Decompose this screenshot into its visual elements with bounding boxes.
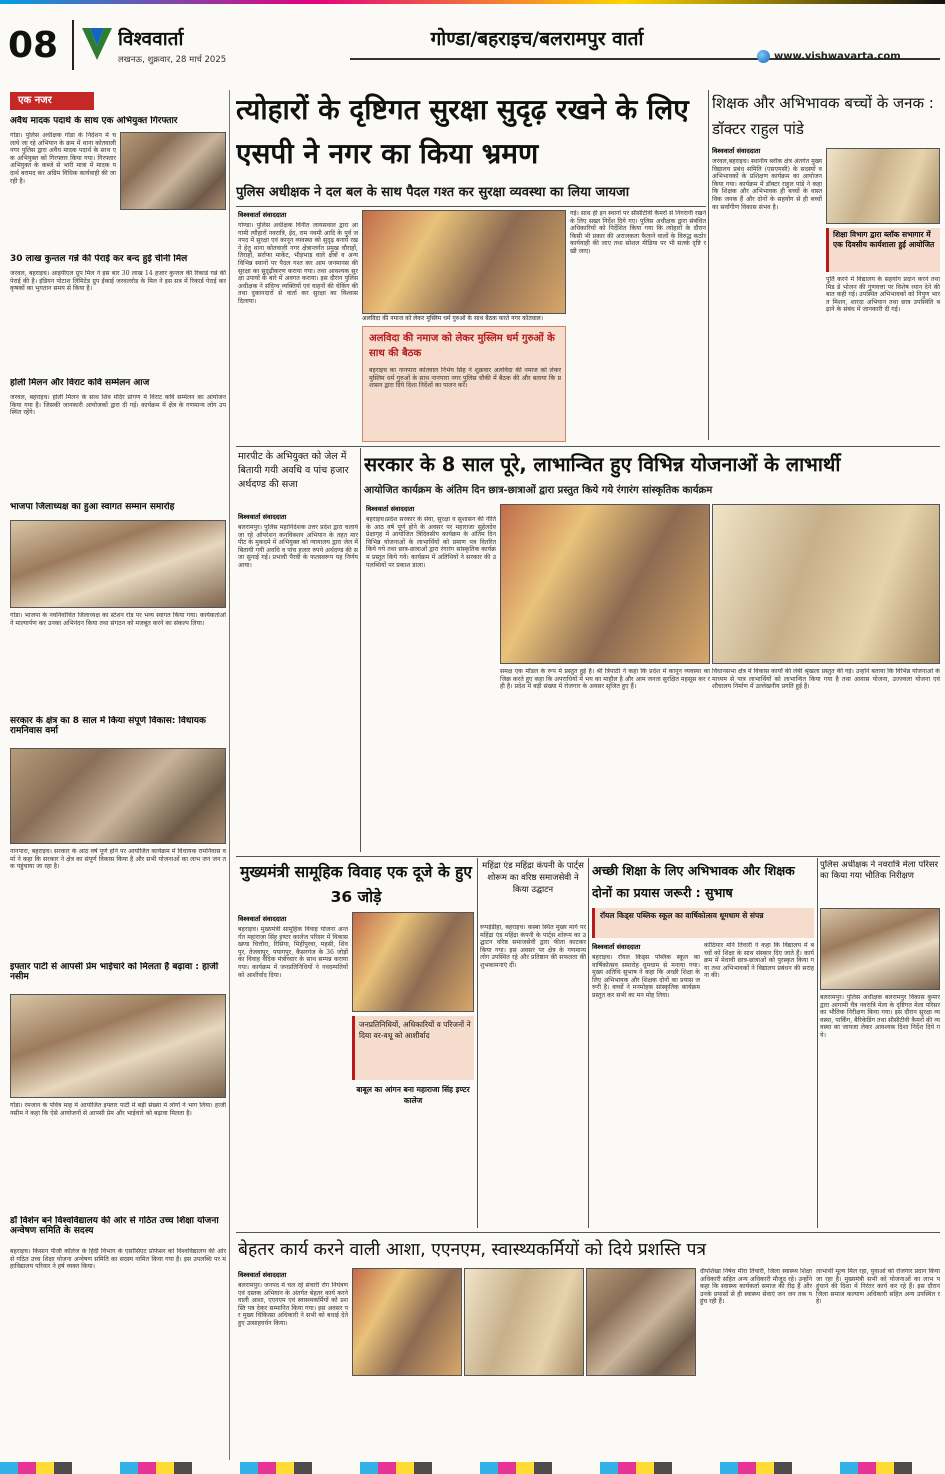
globe-icon xyxy=(757,50,770,63)
lead-photo xyxy=(362,210,566,314)
right-top-byline: विश्ववार्ता संवाददाता xyxy=(712,147,761,155)
right-top-box-title: शिक्षा विभाग द्वारा ब्लॉक सभागार में एक दिवसीय कार्यशाला हुई आयोजित xyxy=(833,230,935,249)
brief-body-2: जरवल, बहराइच। आइपीएल ग्रुप मिल ने इस बार 30 लाख 14 हजार कुन्तल की रिकार्ड गन्ने की पेराई की है। इंडियन पोटाश लिमिटेड ग्रुप ईकाई जरवलरोड के मिल ने इस सत्र में रिकार्ड पेराई कर कृषकों का भुगतान समय से किया है। xyxy=(10,270,226,293)
bottom-body-col2: दीपशिखा निषेध मीरा तिवारी, जिला स्वास्थ्य शिक्षा अधिकारी सहित अन्य अधिकारी मौजूद रहे। उन्होंने कहा कि स्वास्थ्य कार्यकर्ता समाज की रीढ़ हैं और उनके प्रयासों से ही स्वास्थ्य सेवाएं जन जन तक पहुंच रही हैं। xyxy=(700,1268,812,1306)
brief-photo-5 xyxy=(10,748,226,844)
middle-body-col3: विधानसभा क्षेत्र में विकास कार्यों की लंबी श्रृंखला प्रस्तुत की गई। उन्होंने बताया कि विभिन्न योजनाओं के माध्यम से पात्र लाभार्थियों को लाभान्वित किया गया है तथा आवास योजना, उज्ज्वला योजना एवं शौचालय निर्माण में उल्लेखनीय प्रगति हुई है। xyxy=(712,668,940,691)
mahindra-divider xyxy=(588,858,589,1228)
education-byline: विश्ववार्ता संवाददाता xyxy=(592,943,641,951)
middle-photo-1 xyxy=(500,504,710,664)
top-color-bar xyxy=(0,0,945,4)
lead-subhead: पुलिस अधीक्षक ने दल बल के साथ पैदल गश्त कर सुरक्षा व्यवस्था का लिया जायजा xyxy=(236,185,630,200)
education-body: बहराइच। रॉयल किड्स पब्लिक स्कूल का वार्षिकोत्सव समारोह धूमधाम से मनाया गया। मुख्य अतिथि सुभाष ने कहा कि अच्छी शिक्षा के लिए अभिभावक और शिक्षक दोनों का प्रयास जरूरी है। बच्चों ने मनमोहक सांस्कृतिक कार्यक्रम प्रस्तुत कर सभी का मन मोह लिया। xyxy=(592,954,700,999)
wedding-body: बहराइच। मुख्यमंत्री सामूहिक विवाह योजना अन्तर्गत महाराजा सिंह इण्टर कालेज परिसर में विकास खण्ड चित्तौरा, रिसिया, मिहींपुरवा, महसी, शिवपुर, तेजवापुर, पयागपुर, कैसरगंज के 36 जोड़ों का विवाह वैदिक मंत्रोच्चार के साथ सम्पन्न कराया गया। कार्यक्रम में जनप्रतिनिधियों ने नवदम्पतियों को आशीर्वाद दिया। xyxy=(238,926,348,979)
bottom-photo-1 xyxy=(352,1268,462,1376)
police-body: बलरामपुर। पुलिस अधीक्षक बलरामपुर विकास कुमार द्वारा आगामी चैत्र नवरात्रि मेला के दृष्टिगत मेला परिसर का भौतिक निरीक्षण किया गया। इस दौरान सुरक्षा व्यवस्था, पार्किंग, बैरिकेडिंग तथा सीसीटीवी कैमरों की व्यवस्था का जायजा लेकर आवश्यक दिशा निर्देश दिये गये। xyxy=(820,994,940,1039)
mahindra-headline: महिंद्रा एंड महिंद्रा कंपनी के पार्ट्स शोरूम का वरिष्ठ समाजसेवी ने किया उद्घाटन xyxy=(482,861,584,895)
brief-body-6: गोंडा। रमजान के पवित्र माह में आयोजित इफ्तार पार्टी में बड़ी संख्या में लोगों ने भाग लिया। हाजी नसीम ने कहा कि ऐसे आयोजनों से आपसी प्रेम और भाईचारे को बढ़ावा मिलता है। xyxy=(10,1102,226,1117)
bottom-body: बलरामपुर। जनपद में चल रहे संचारी रोग नियंत्रण एवं दस्तक अभियान के अंतर्गत बेहतर कार्य करने वाली आशा, एएनएम एवं स्वास्थ्यकर्मियों को प्रशस्ति पत्र देकर सम्मानित किया गया। इस अवसर पर मुख्य चिकित्सा अधिकारी ने सभी को बधाई देते हुए उत्साहवर्धन किया। xyxy=(238,1282,348,1327)
brief-body-1: गोंडा। पुलिस अधीक्षक गोंडा के निर्देशन में चलाये जा रहे अभियान के क्रम में थाना कोतवाली नगर पुलिस द्वारा अवैध मादक पदार्थ के साथ एक अभियुक्त को गिरफ्तार किया गया। गिरफ्तार अभियुक्त के कब्जे से भारी मात्रा में मादक पदार्थ बरामद कर अग्रिम विधिक कार्यवाही की जा रही है। xyxy=(10,132,116,185)
lead-byline: विश्ववार्ता संवाददाता xyxy=(238,211,287,219)
police-headline: पुलिस अधीक्षक ने नवरात्रि मेला परिसर का किया गया भौतिक निरीक्षण xyxy=(820,860,939,881)
dateline: लखनऊ, शुक्रवार, 28 मार्च 2025 xyxy=(118,55,227,65)
wedding-photo xyxy=(352,912,474,1012)
alvida-box-body: बहराइच का नानपारा कोतवाल निर्भय सिंह ने शुक्रवार अलविदा की नमाज को लेकर मुस्लिम धर्म गुरुओं के साथ नानपारा नगर पुलिस चौकी में बैठक की और बताया कि प्रशासन द्वारा दिये दिशा निर्देशों का पालन करें। xyxy=(369,367,561,390)
alvida-box-title: अलविदा की नमाज को लेकर मुस्लिम धर्म गुरुओं के साथ की बैठक xyxy=(369,333,555,359)
mahindra-body: रूपईडीहा, बहराइच। कस्बा स्थित मुख्य मार्ग पर महिंद्रा एंड महिंद्रा कंपनी के पार्ट्स शोरूम का उद्घाटन वरिष्ठ समाजसेवी द्वारा फीता काटकर किया गया। इस अवसर पर क्षेत्र के गणमान्य लोग उपस्थित रहे और प्रतिष्ठान की सफलता की शुभकामनाएं दीं। xyxy=(480,924,586,969)
right-top-photo xyxy=(826,148,940,224)
ek-nazar-label: एक नजर xyxy=(10,92,94,110)
brand-name: विश्ववार्ता xyxy=(118,28,184,50)
brief-photo-4 xyxy=(10,520,226,608)
lead-body-col3: गई। साथ ही इन स्थानों पर सीसीटीवी कैमरों से निगरानी रखने के लिए सख्त निर्देश दिये गए। पुलिस अधीक्षक द्वारा संबंधित अधिकारियों को निर्देशित किया गया कि त्योहारों के दौरान किसी भी प्रकार की अराजकता फैलाने वालों के विरुद्ध कठोर कार्यवाही की जाए तथा सोशल मीडिया पर भी सतर्क दृष्टि रखी जाए। xyxy=(570,210,706,255)
brief-title-2: 30 लाख कुन्तल गन्ने की पेराई कर बन्द हुई चीनी मिल xyxy=(10,254,188,264)
wedding-headline: मुख्यमंत्री सामूहिक विवाह एक दूजे के हुए 36 जोड़े xyxy=(240,863,472,906)
brand-logo-icon xyxy=(80,24,114,64)
bottom-photo-2 xyxy=(464,1268,584,1376)
right-col-divider xyxy=(708,90,709,440)
bottom-headline: बेहतर कार्य करने वाली आशा, एएनएम, स्वास्थ्यकर्मियों को दिये प्रशस्ति पत्र xyxy=(238,1240,707,1260)
middle-body-col2: समक्ष एक मॉडल के रूप में प्रस्तुत हुई है। श्री त्रिपाठी ने कहा कि प्रदेश में कानून व्यवस्था का जिक्र करते हुए कहा कि अपराधियों में भय का माहौल है और आम जनता सुरक्षित महसूस कर रही है। प्रदेश में बड़ी संख्या में रोजगार के अवसर सृजित हुए हैं। xyxy=(500,668,710,691)
brief-title-3: होली मिलन और विराट कवि सम्मेलन आज xyxy=(10,378,150,388)
section-title: गोण्डा/बहराइच/बलरामपुर वार्ता xyxy=(430,28,644,50)
bottom-body-col3: लाभार्थी मूल्य मिल रहा, युवाओं को रोजगार प्रदान किया जा रहा है। मुख्यमंत्री सभी को योजनाओं का लाभ पहुंचाने की दिशा में निरंतर कार्य कर रहे हैं। इस दौरान जिला समाज कल्याण अधिकारी सहित अन्य उपस्थित रहे। xyxy=(816,1268,940,1306)
middle-body: बहराइच।प्रदेश सरकार के सेवा, सुरक्षा व सुशासन की नीति के आठ वर्ष पूर्ण होने के अवसर पर महाराजा सुहेलदेव प्रेक्षागृह में आयोजित त्रिदिवसीय कार्यक्रम के अंतिम दिन विभिन्न योजनाओं के लाभार्थियों को प्रमाण पत्र वितरित किये गये तथा छात्र-छात्राओं द्वारा रंगारंग सांस्कृतिक कार्यक्रम प्रस्तुत किये गये। कार्यक्रम में अतिथियों ने सरकार की उपलब्धियों पर प्रकाश डाला। xyxy=(366,516,496,569)
brief-body-4: गोंडा। भाजपा के नवनिर्वाचित जिलाध्यक्ष का स्टेशन रोड पर भव्य स्वागत किया गया। कार्यकर्ताओं ने माल्यार्पण कर उनका अभिनंदन किया तथा संगठन को मजबूत करने का संकल्प लिया। xyxy=(10,612,226,627)
middle-headline: सरकार के 8 साल पूरे, लाभान्वित हुए विभिन्न योजनाओं के लाभार्थी xyxy=(364,453,841,476)
right-top-body-col2: पूर्ति करने में विद्यालय के सहयोग प्रदान करने तथा मिड डे भोजन की गुणवत्ता पर विशेष ध्यान देने की बात कही गई। उपस्थित अभिभावकों को निपुण भारत मिशन, शारदा अभियान तथा छात्र उपस्थिति बढ़ाने के संबंध में जानकारी दी गई। xyxy=(826,276,940,314)
bottom-rule xyxy=(236,1232,940,1233)
middle-subhead: आयोजित कार्यक्रम के अंतिम दिन छात्र-छात्राओं द्वारा प्रस्तुत किये गये रंगारंग सांस्कृतिक कार्यक्रम xyxy=(364,485,713,496)
marpeet-headline: मारपीट के अभियुक्त को जेल में बितायी गयी अवधि व पांच हजार अर्थदण्ड की सजा xyxy=(238,451,349,490)
wedding-quote xyxy=(352,1016,474,1080)
education-headline: अच्छी शिक्षा के लिए अभिभावक और शिक्षक दोनों का प्रयास जरूरी : सुभाष xyxy=(592,863,795,900)
police-photo xyxy=(820,908,940,990)
page-number-divider xyxy=(72,20,74,70)
brief-title-1: अवैध मादक पदार्थ के साथ एक अभियुक्त गिरफ्तार xyxy=(10,116,178,126)
brief-title-4: भाजपा जिलाध्यक्ष का हुआ स्वागत सम्मान समारोह xyxy=(10,502,175,512)
registration-marks xyxy=(0,1462,945,1474)
bottom-byline: विश्ववार्ता संवाददाता xyxy=(238,1271,287,1279)
education-subhead-box xyxy=(592,908,814,938)
lead-headline: त्योहारों के दृष्टिगत सुरक्षा सुदृढ़ रखने के लिए एसपी ने नगर का किया भ्रमण xyxy=(236,93,689,170)
brief-title-7: डॉ विशेन बने विश्वविद्यालय की ओर से गठित उच्च शिक्षा योजना अन्वेषण समिति के सदस्य xyxy=(10,1216,219,1237)
lead-body: गोण्डा। पुलिस अधीक्षक विनीत जायसवाल द्वारा आगामी त्यौहारों नवरात्रि, ईद, राम नवमी आदि के पूर्व जनपद में सुरक्षा एवं कानून व्यवस्था को सुदृढ़ बनाये रखने हेतु थाना कोतवाली नगर क्षेत्रान्तर्गत प्रमुख चौराहों, तिराहों, सर्राफा मार्केट, भीड़भाड़ वाले क्षेत्रों व अन्य विभिन्न स्थानों पर पैदल गश्त कर आम जनमानस की सुरक्षा का सुदृढ़ीकरण कराया गया। तथा आवश्यक सुरक्षा उपायों के बारे में अवगत कराया। इस दौरान पुलिस अधीक्षक ने संदिग्ध व्यक्तियों एवं वाहनों की चेकिंग की तथा दुकानदारों से वार्ता कर सुरक्षा का विश्वास दिलाया। xyxy=(238,222,358,305)
right-top-box xyxy=(826,228,940,272)
alvida-box xyxy=(362,326,566,442)
lead-rule xyxy=(236,206,706,207)
middle-byline: विश्ववार्ता संवाददाता xyxy=(366,505,415,513)
right-top-headline: शिक्षक और अभिभावक बच्चों के जनक : डॉक्टर राहुल पांडे xyxy=(712,94,934,138)
page-number: 08 xyxy=(8,25,59,66)
right-top-body: जरवल,बहराइच। स्थानीय ब्लॉक क्षेत्र अंतर्गत मुख्य विद्यालय प्रबंध समिति (एसएमसी) के सदस्यों व अभिभावकों के प्रशिक्षण कार्यक्रम का आयोजन किया गया। कार्यक्रम में डॉक्टर राहुल पांडे ने कहा कि शिक्षक और अभिभावक ही बच्चों के वास्तविक जनक हैं और दोनों के सहयोग से ही बच्चों का सर्वांगीण विकास संभव है। xyxy=(712,158,822,211)
brief-body-7: बहराइच। किसान पीजी कॉलेज के हिंदी विभाग के एसोसिएट प्रोफेसर को विश्वविद्यालय की ओर से गठित उच्च शिक्षा योजना अन्वेषण समिति का सदस्य नामित किया गया है। इस उपलब्धि पर महाविद्यालय परिवार ने हर्ष व्यक्त किया। xyxy=(10,1248,226,1271)
brief-photo-1 xyxy=(120,132,226,210)
education-divider xyxy=(817,858,818,1228)
brief-title-5: सरकार के क्षेत्र का 8 साल में किया संपूर्ण विकास: विधायक रामनिवास वर्मा xyxy=(10,716,206,737)
brief-photo-6 xyxy=(10,994,226,1098)
brief-body-3: जरवल, बहराइच। होली मिलन के साथ शिव मंदिर प्रांगण में विराट कवि सम्मेलन का आयोजन किया गया है। जिसकी जानकारी आयोजकों द्वारा दी गई। कार्यक्रम में क्षेत्र के गणमान्य लोग उपस्थित रहेंगे। xyxy=(10,394,226,417)
education-subhead: रॉयल किड्स पब्लिक स्कूल का वार्षिकोत्सव धूमधाम से संपन्न xyxy=(600,911,764,920)
wedding-byline: विश्ववार्ता संवाददाता xyxy=(238,915,287,923)
wedding-photo-caption: बाबूल का आंगन बना महाराजा सिंह इण्टर कालेज xyxy=(356,1085,470,1105)
brief-title-6: इफ्तार पार्टी से आपसी प्रेम भाईचारे को मिलता है बढ़ावा : हाजी नसीम xyxy=(10,962,219,983)
middle-photo-2 xyxy=(712,504,940,664)
lower-rule xyxy=(236,856,940,857)
education-body-col2: कोठियार मनि तिवारी ने कहा कि विद्यालय में बच्चों को शिक्षा के साथ संस्कार दिए जाते हैं। कार्यक्रम में मेधावी छात्र-छात्राओं को पुरस्कृत किया गया तथा अभिभावकों ने विद्यालय प्रबंधन की सराहना की। xyxy=(704,942,814,980)
lead-photo-caption: अलविदा की नमाज को लेकर मुस्लिम धर्म गुरुओं के साथ बैठक करते नगर कोतवाल। xyxy=(362,315,543,322)
wedding-divider xyxy=(477,858,478,1228)
marpeet-divider xyxy=(360,448,361,852)
masthead xyxy=(0,0,945,76)
marpeet-byline: विश्ववार्ता संवाददाता xyxy=(238,513,287,521)
website-url[interactable]: www.vishwavarta.com xyxy=(774,51,901,62)
brief-body-5: नानपारा, बहराइच। सरकार के आठ वर्ष पूर्ण होने पर आयोजित कार्यक्रम में विधायक रामनिवास वर्मा ने कहा कि सरकार ने क्षेत्र का संपूर्ण विकास किया है और सभी योजनाओं का लाभ जन जन तक पहुंचाया जा रहा है। xyxy=(10,848,226,871)
middle-top-rule xyxy=(236,446,940,447)
wedding-quote-text: जनप्रतिनिधियों, अधिकारियों व परिजनों ने दिया वर-वधू को आशीर्वाद xyxy=(359,1020,471,1040)
bottom-photo-3 xyxy=(586,1268,696,1376)
left-news-column xyxy=(8,90,230,1460)
marpeet-body: बलरामपुर। पुलिस महानिदेशक उत्तर प्रदेश द्वारा चलाये जा रहे ऑपरेशन कनविक्शन अभियान के तहत मारपीट के मुकदमे में अभियुक्त को न्यायालय द्वारा जेल में बितायी गयी अवधि व पांच हजार रुपये अर्थदण्ड की सजा सुनाई गई। प्रभावी पैरवी के फलस्वरूप यह निर्णय आया। xyxy=(238,524,358,569)
